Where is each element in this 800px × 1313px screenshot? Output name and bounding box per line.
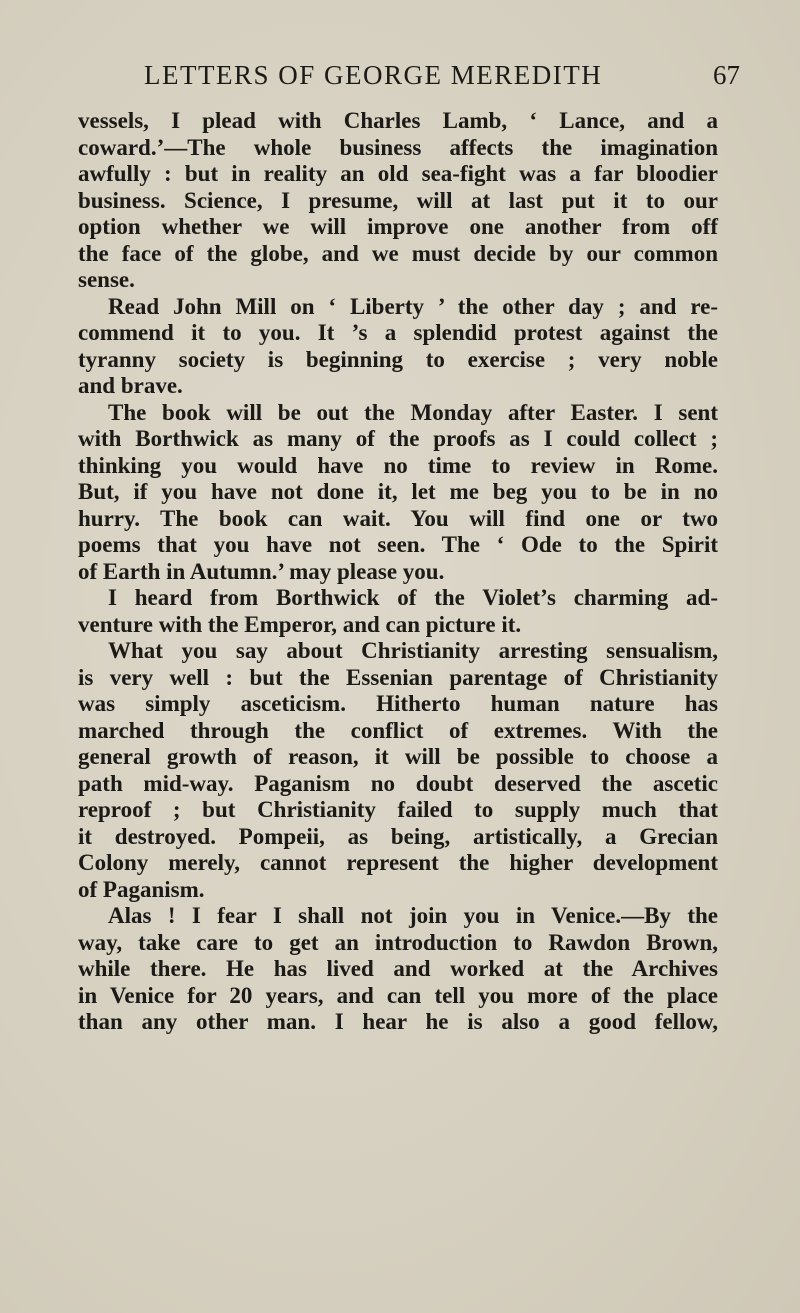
text-line: marched through the conflict of extremes. With the bbox=[78, 717, 718, 743]
text-line: the face of the globe, and we must decide by our common bbox=[78, 240, 718, 266]
text-line: Read John Mill on ‘ Liberty ’ the other day ; and re- bbox=[108, 293, 718, 319]
paragraph bbox=[78, 638, 718, 903]
paragraph bbox=[78, 108, 718, 294]
paragraph bbox=[78, 400, 718, 586]
text-line: coward.’—The whole business affects the imagination bbox=[78, 134, 718, 160]
text-line: of Earth in Autumn.’ may please you. bbox=[78, 558, 445, 584]
text-line: tyranny society is beginning to exercise ; very noble bbox=[78, 346, 718, 372]
text-line: sense. bbox=[78, 267, 135, 292]
text-line: with Borthwick as many of the proofs as I could collect ; bbox=[78, 426, 718, 451]
text-line: But, if you have not done it, let me beg you to be in no bbox=[78, 479, 718, 504]
text-line: of Paganism. bbox=[78, 876, 205, 902]
text-line: What you say about Christianity arresting sensualism, bbox=[108, 638, 718, 663]
text-line: thinking you would have no time to review in Rome. bbox=[78, 452, 718, 478]
text-line: venture with the Emperor, and can picture it. bbox=[78, 611, 522, 637]
text-line: reproof ; but Christianity failed to supply much that bbox=[78, 797, 718, 822]
text-line: hurry. The book can wait. You will find one or two bbox=[78, 505, 718, 531]
paragraph bbox=[78, 294, 718, 400]
text-line: I heard from Borthwick of the Violet’s charming ad- bbox=[108, 585, 718, 610]
text-line: poems that you have not seen. The ‘ Ode to the Spirit bbox=[78, 532, 718, 557]
text-line: was simply asceticism. Hitherto human nature has bbox=[78, 691, 718, 716]
text-line: Alas ! I fear I shall not join you in Venice.—By the bbox=[108, 903, 718, 928]
text-line: option whether we will improve one another from off bbox=[78, 214, 718, 239]
running-head bbox=[0, 60, 800, 94]
paragraph bbox=[78, 903, 718, 1036]
text-line: than any other man. I hear he is also a good fellow, bbox=[78, 1009, 718, 1034]
text-line: while there. He has lived and worked at the Archives bbox=[78, 956, 718, 981]
text-line: awfully : but in reality an old sea-fight was a far bloodier bbox=[78, 161, 718, 186]
text-line: in Venice for 20 years, and can tell you more of the place bbox=[78, 982, 718, 1008]
page-number: 67 bbox=[713, 60, 740, 90]
text-line: is very well : but the Essenian parentage of Christianity bbox=[78, 664, 718, 690]
text-line: path mid-way. Paganism no doubt deserved the ascetic bbox=[78, 770, 718, 796]
text-line: and brave. bbox=[78, 373, 183, 398]
paragraph bbox=[78, 585, 718, 638]
text-line: business. Science, I presume, will at last put it to our bbox=[78, 187, 718, 213]
body-text bbox=[78, 108, 718, 1036]
text-line: commend it to you. It ’s a splendid protest against the bbox=[78, 320, 718, 345]
text-line: it destroyed. Pompeii, as being, artistically, a Grecian bbox=[78, 823, 718, 849]
text-line: general growth of reason, it will be possible to choose a bbox=[78, 744, 718, 769]
running-title: LETTERS OF GEORGE MEREDITH bbox=[144, 60, 603, 90]
text-line: vessels, I plead with Charles Lamb, ‘ Lance, and a bbox=[78, 108, 718, 133]
text-line: Colony merely, cannot represent the higher development bbox=[78, 850, 718, 875]
text-line: The book will be out the Monday after Easter. I sent bbox=[108, 399, 718, 425]
text-line: way, take care to get an introduction to Rawdon Brown, bbox=[78, 929, 718, 955]
